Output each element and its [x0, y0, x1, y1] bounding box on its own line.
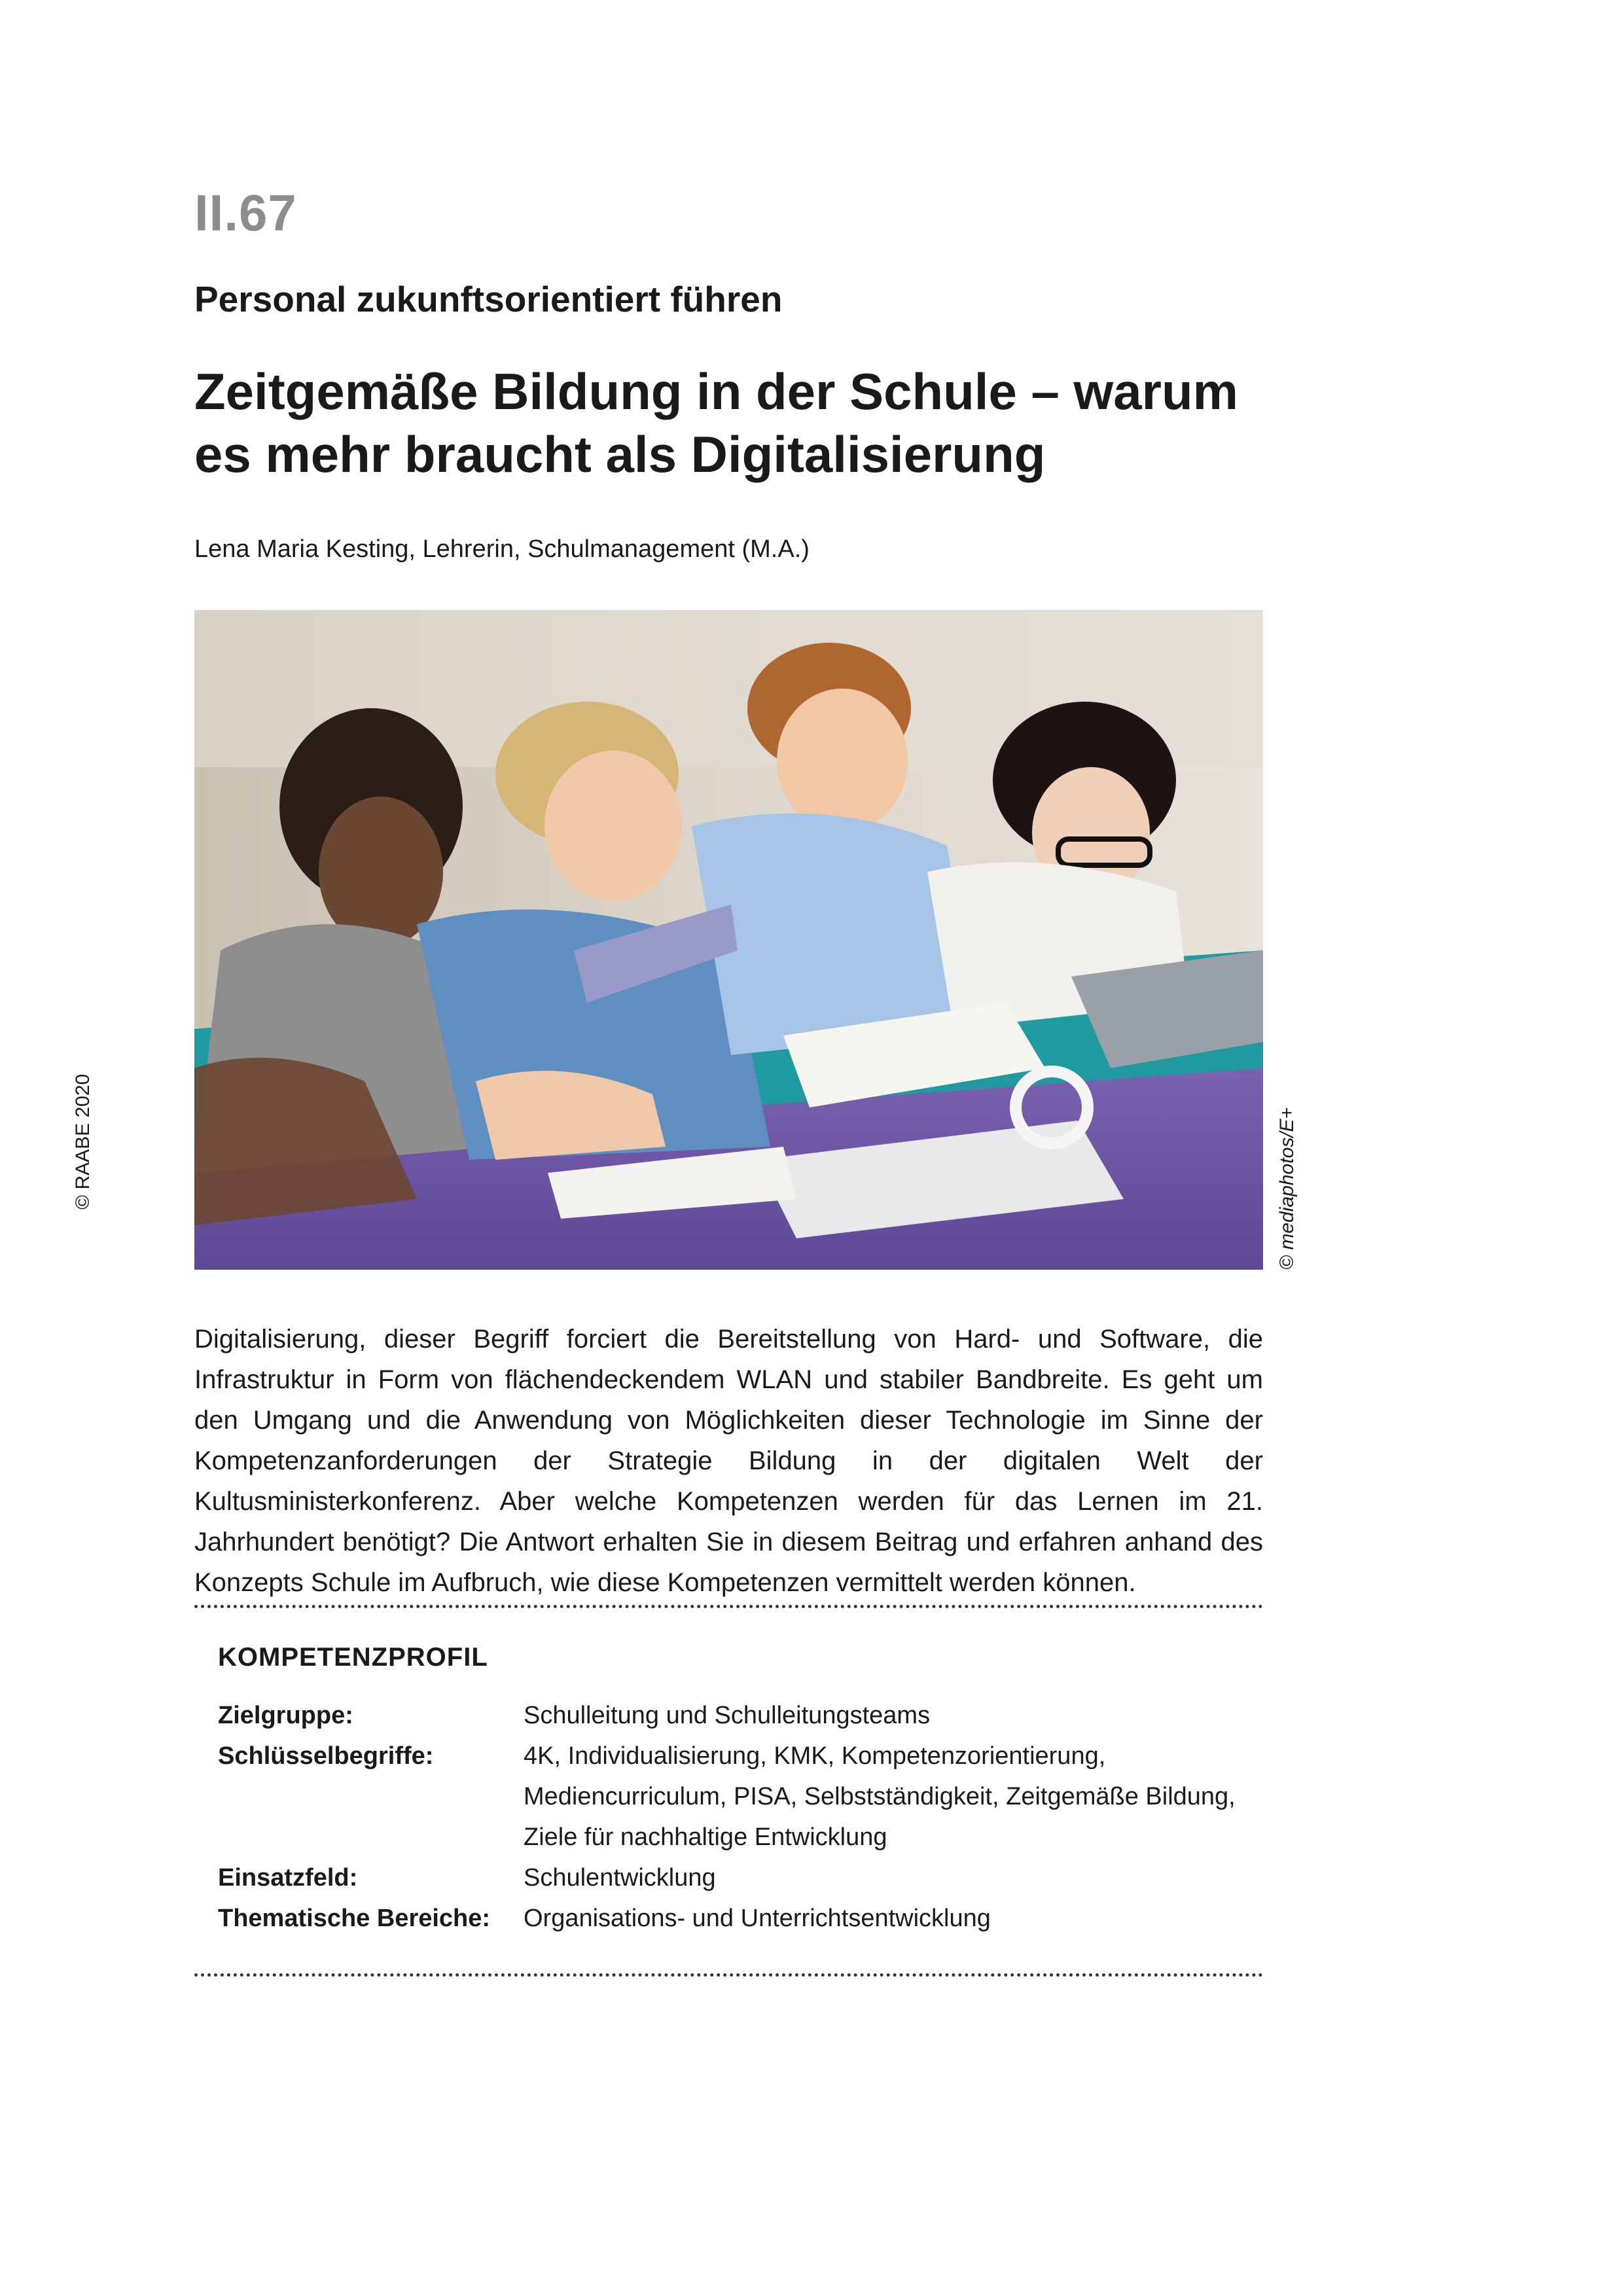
profile-heading: KOMPETENZPROFIL: [218, 1643, 488, 1672]
profile-value: Organisations- und Unterrichtsentwicklung: [524, 1905, 991, 1932]
profile-row-schluesselbegriffe: [218, 1736, 1239, 1857]
student-3-face: [777, 689, 908, 833]
student-2-face: [544, 751, 682, 901]
students-photo: [194, 610, 1263, 1270]
profile-value: Schulentwicklung: [524, 1864, 716, 1892]
profile-label: Thematische Bereiche:: [218, 1905, 491, 1932]
photo-credit: © mediaphotos/E+: [1276, 1107, 1298, 1270]
profile-value: 4K, Individualisierung, KMK, Kompetenzorientierung, Mediencurriculum, PISA, Selbstständigkeit, Zeitgemäße Bildung, Ziele für nachhaltige Entwicklung: [524, 1742, 1236, 1851]
article-title: [194, 360, 1307, 486]
profile-row-thematische-bereiche: [218, 1898, 1239, 1939]
profile-table: [218, 1695, 1239, 1939]
profile-row-zielgruppe: [218, 1695, 1239, 1736]
profile-label: Zielgruppe:: [218, 1702, 353, 1729]
profile-row-einsatzfeld: [218, 1857, 1239, 1898]
students-photo-illustration: [194, 610, 1263, 1270]
intro-paragraph: Digitalisierung, dieser Begriff forciert die Bereitstellung von Hard- und Software, die Infrastruktur in Form von flächendeckendem WLAN und stabiler Bandbreite. Es geht um den Umgang und die Anwendung von Möglichkeiten dieser Technologie im Sinne der Kompetenzanforderungen der Strategie Bildung in der digitalen Welt der Kultusministerkonferenz. Aber welche Kompetenzen werden für das Lernen im 21. Jahrhundert benötigt? Die Antwort erhalten Sie in diesem Beitrag und erfahren anhand des Konzepts Schule im Aufbruch, wie diese Kompetenzen vermittelt werden können.: [194, 1325, 1263, 1597]
divider-top: [194, 1605, 1263, 1608]
copyright-notice: © RAABE 2020: [72, 1073, 94, 1210]
profile-value: Schulleitung und Schulleitungsteams: [524, 1702, 931, 1729]
section-code: II.67: [194, 184, 297, 242]
article-title-line-2: es mehr braucht als Digitalisierung: [194, 425, 1046, 483]
profile-label: Schlüsselbegriffe:: [218, 1742, 434, 1770]
profile-label: Einsatzfeld:: [218, 1864, 358, 1892]
article-title-line-1: Zeitgemäße Bildung in der Schule – warum: [194, 363, 1238, 420]
author-line: Lena Maria Kesting, Lehrerin, Schulmanagement (M.A.): [194, 535, 810, 563]
category-heading: Personal zukunftsorientiert führen: [194, 279, 783, 319]
divider-bottom: [194, 1973, 1263, 1977]
